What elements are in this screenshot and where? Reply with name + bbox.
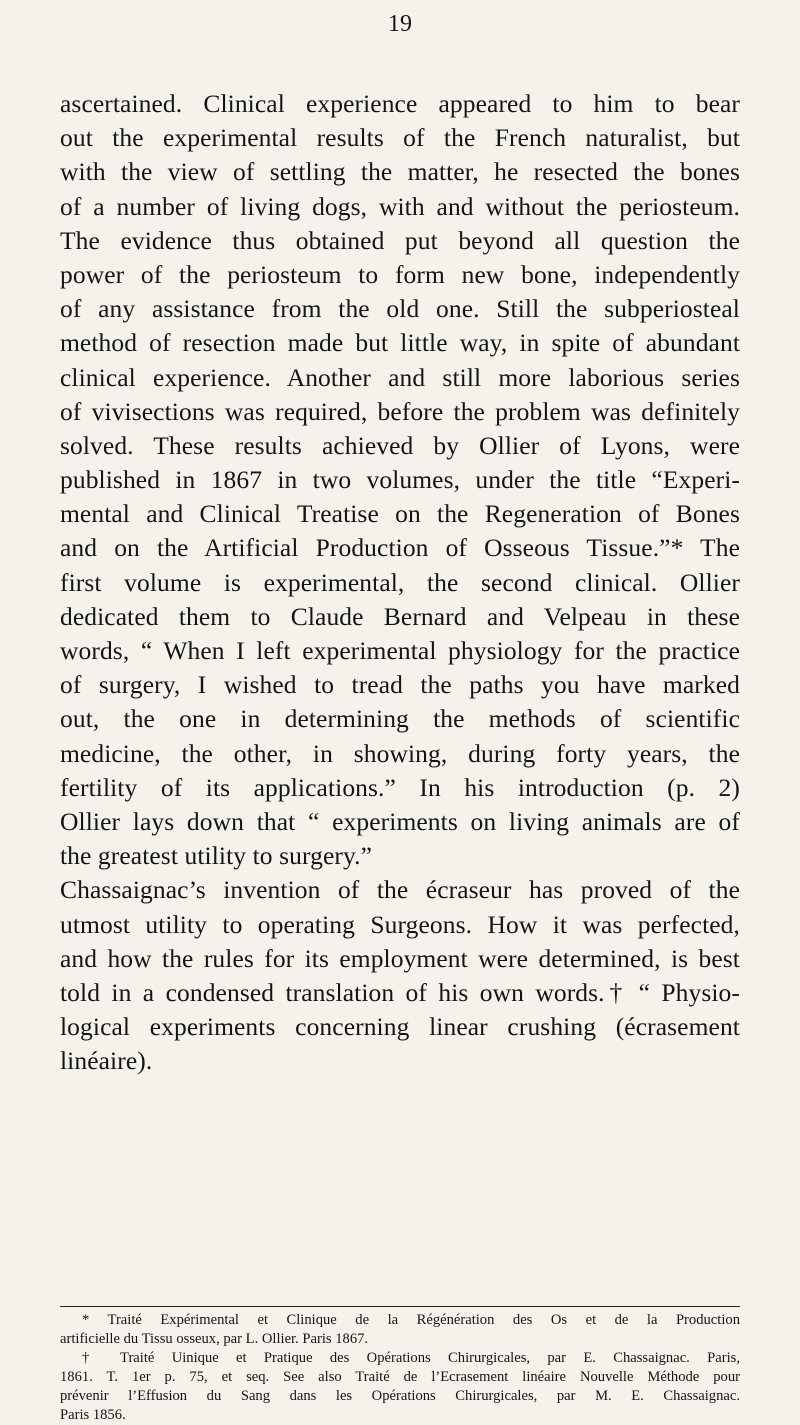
text-line: utmost utility to operating Surgeons. How it was perfected, <box>60 909 740 939</box>
text-line: published in 1867 in two volumes, under the title “Experi- <box>60 465 740 495</box>
text-line: dedicated them to Claude Bernard and Velpeau in these <box>60 601 740 631</box>
text-line: power of the periosteum to form new bone, independently <box>60 259 740 289</box>
text-line: first volume is experimental, the second clinical. Ollier <box>60 567 740 597</box>
page-number: 19 <box>388 11 412 37</box>
footnote-line: Paris 1856. <box>60 1407 126 1423</box>
footnote-divider <box>60 1306 740 1307</box>
text-line: of surgery, I wished to tread the paths you have marked <box>60 670 740 700</box>
text-line: clinical experience. Another and still more laborious series <box>60 362 740 392</box>
text-line: and on the Artificial Production of Osseous Tissue.”* The <box>60 533 740 563</box>
text-line: of any assistance from the old one. Still the subperiosteal <box>60 294 740 324</box>
text-line: fertility of its applications.” In his introduction (p. 2) <box>60 772 740 802</box>
text-line: mental and Clinical Treatise on the Regeneration of Bones <box>60 499 740 529</box>
text-line: solved. These results achieved by Ollier of Lyons, were <box>60 430 740 460</box>
main-text <box>60 87 740 1078</box>
text-line: linéaire). <box>60 1046 153 1076</box>
footnote-line: artificielle du Tissu osseux, par L. Ollier. Paris 1867. <box>60 1331 369 1347</box>
text-line: out the experimental results of the French naturalist, but <box>60 123 740 153</box>
text-line: with the view of settling the matter, he resected the bones <box>60 157 740 187</box>
text-line: out, the one in determining the methods of scientific <box>60 704 740 734</box>
text-line: ascertained. Clinical experience appeared to him to bear <box>60 89 740 118</box>
text-line: the greatest utility to surgery.” <box>60 841 373 871</box>
text-line: method of resection made but little way, in spite of abundant <box>60 328 740 358</box>
text-line: of a number of living dogs, with and without the periosteum. <box>60 191 740 221</box>
footnote-line: 1861. T. 1er p. 75, et seq. See also Traité de l’Ecrasement linéaire Nouvelle Méthode pour <box>60 1369 740 1385</box>
text-line: Ollier lays down that “ experiments on living animals are of <box>60 806 740 836</box>
text-line: Chassaignac’s invention of the écraseur has proved of the <box>60 875 740 905</box>
footnote-line: prévenir l’Effusion du Sang dans les Opérations Chirurgicales, par M. E. Chassaignac. <box>60 1388 740 1404</box>
text-line: medicine, the other, in showing, during forty years, the <box>60 738 740 768</box>
text-line: The evidence thus obtained put beyond all question the <box>60 225 740 255</box>
text-line: and how the rules for its employment were determined, is best <box>60 943 740 973</box>
text-line: of vivisections was required, before the problem was definitely <box>60 396 740 426</box>
footnote-line: † Traité Uinique et Pratique des Opérations Chirurgicales, par E. Chassaignac. Paris, <box>82 1350 740 1366</box>
text-line: logical experiments concerning linear crushing (écrasement <box>60 1012 740 1042</box>
text-line: told in a condensed translation of his own words.† “ Physio- <box>60 977 740 1007</box>
footnote-line: * Traité Expérimental et Clinique de la Régénération des Os et de la Production <box>82 1312 740 1328</box>
footnotes <box>60 1311 740 1425</box>
text-line: words, “ When I left experimental physiology for the practice <box>60 636 740 665</box>
